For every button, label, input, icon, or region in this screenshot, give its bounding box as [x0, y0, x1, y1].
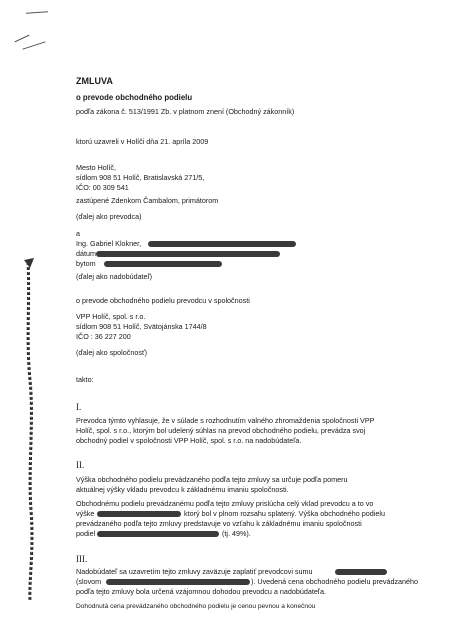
party1-seat: sídlom 908 51 Holíč, Bratislavská 271/5,: [76, 173, 205, 182]
redaction-bar: [96, 251, 280, 257]
concluded-line: ktorú uzavreli v Holíči dňa 21. apríla 2009: [76, 137, 209, 146]
binding-cord: [0, 0, 60, 632]
party1-name: Mesto Holíč,: [76, 163, 116, 172]
party1-representative: zastúpené Zdenkom Čambalom, primátorom: [76, 196, 219, 205]
document-title: ZMLUVA: [76, 76, 113, 86]
redaction-bar: [106, 579, 250, 585]
section3-line: podľa tejto zmluvy bola určená vzájomnou dohodou prevodcu a nadobúdateľa.: [76, 587, 326, 596]
section3-line: (slovom: [76, 577, 102, 586]
redaction-bar: [148, 241, 296, 247]
party2-role: (ďalej ako nadobúdateľ): [76, 272, 153, 281]
takto-word: takto:: [76, 375, 94, 384]
section2-line: prevádzaného podľa tejto zmluvy predstavuje vo vzťahu k základnému imaniu spoločnosti: [76, 519, 362, 528]
party1-role: (ďalej ako prevodca): [76, 212, 142, 221]
section1-line: obchodný podiel v spoločnosti VPP Holíč, spol. s r.o. na nadobúdateľa.: [76, 436, 302, 445]
and-word: a: [76, 229, 80, 238]
party2-residence-label: bytom: [76, 259, 96, 268]
section1-line: Prevodca týmto vyhlasuje, že v súlade s rozhodnutím valného zhromaždenia spoločnosti VPP: [76, 416, 375, 425]
party1-ico: IČO: 00 309 541: [76, 183, 129, 192]
company-role: (ďalej ako spoločnosť): [76, 348, 148, 357]
party2-name: Ing. Gabriel Klokner,: [76, 239, 142, 248]
redaction-bar: [97, 511, 181, 517]
company-intro: o prevode obchodného podielu prevodcu v spoločnosti: [76, 296, 250, 305]
section2-line: ktorý bol v plnom rozsahu splatený. Výška obchodného podielu: [184, 509, 385, 518]
party2-birth-label: dátum: [76, 249, 96, 258]
section3-line: ). Uvedená cena obchodného podielu prevádzaného: [251, 577, 419, 586]
document-subtitle: o prevode obchodného podielu: [76, 93, 193, 102]
section2-line: (tj. 49%).: [222, 529, 251, 538]
law-reference: podľa zákona č. 513/1991 Zb. v platnom znení (Obchodný zákonník): [76, 107, 295, 116]
section2-line: Obchodnému podielu prevádzanému podľa tejto zmluvy prislúcha celý vklad prevodcu a to vo: [76, 499, 374, 508]
redaction-bar: [97, 531, 219, 537]
section3-line: Nadobúdateľ sa uzavretím tejto zmluvy zaväzuje zaplatiť prevodcovi sumu: [76, 567, 313, 576]
section-number: I.: [76, 402, 82, 412]
section2-line: Výška obchodného podielu prevádzaného podľa tejto zmluvy sa určuje podľa pomeru: [76, 475, 348, 484]
section3-last-line: Dohodnutá cena prevádzaného obchodného podielu je cenou pevnou a konečnou: [76, 603, 316, 610]
company-seat: sídlom 908 51 Holíč, Svätojánska 1744/8: [76, 322, 207, 331]
redaction-bar: [335, 569, 387, 575]
section1-line: Holíč, spol. s r.o., ktorým bol udelený súhlas na prevod obchodného podielu, prevádza svoj: [76, 426, 366, 435]
redaction-bar: [104, 261, 222, 267]
section-number: II.: [76, 460, 85, 470]
section2-line: aktuálnej výšky vkladu prevodcu k základnému imaniu spoločnosti.: [76, 485, 289, 494]
section2-line: výške: [76, 509, 95, 518]
section-number: III.: [76, 554, 88, 564]
company-ico: IČO : 36 227 200: [76, 332, 131, 341]
section2-line: podiel: [76, 529, 96, 538]
company-name: VPP Holíč, spol. s r.o.: [76, 312, 146, 321]
